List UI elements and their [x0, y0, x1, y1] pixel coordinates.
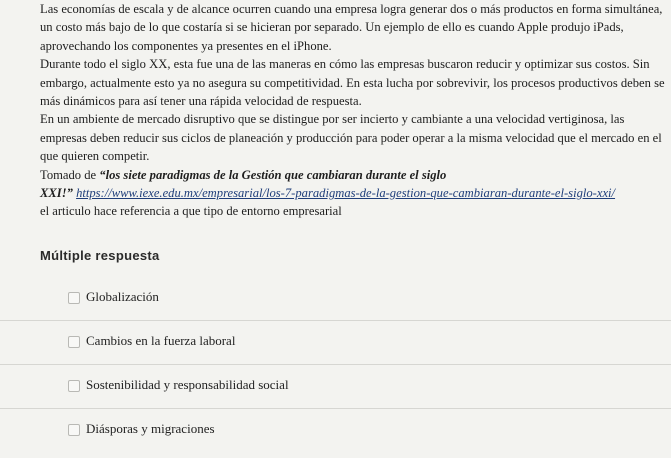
option-label: Sostenibilidad y responsabilidad social: [86, 377, 289, 392]
answer-option-sostenibilidad[interactable]: [0, 364, 671, 409]
citation-title: “los siete paradigmas de la Gestión que cambiaran durante el siglo: [99, 167, 447, 182]
answer-option-fuerza-laboral[interactable]: [0, 320, 671, 365]
citation-line: [40, 166, 671, 184]
answer-option-diasporas[interactable]: [0, 408, 671, 452]
checkbox[interactable]: [68, 292, 80, 304]
option-label: Diásporas y migraciones: [86, 421, 215, 436]
option-label: Cambios en la fuerza laboral: [86, 333, 236, 348]
question-type-label: Múltiple respuesta: [40, 248, 160, 263]
citation-line: [40, 184, 671, 202]
passage-line: Durante todo el siglo XX, esta fue una de las maneras en cómo las empresas buscaron reducir y optimizar sus costos. Sin: [40, 57, 650, 72]
citation-prefix: Tomado de: [40, 167, 100, 182]
passage-line: más dinámicos para así tener una rápida velocidad de respuesta.: [40, 94, 362, 109]
passage-line: embargo, actualmente esto ya no asegura su competitividad. En esta lucha por sobrevivir, los procesos productivos deben se: [40, 75, 665, 90]
citation-link[interactable]: https://www.iexe.edu.mx/empresarial/los-7-paradigmas-de-la-gestion-que-cambiaran-durante-el-siglo-xxi/: [76, 186, 616, 201]
passage-line: que quieren competir.: [40, 149, 150, 164]
checkbox[interactable]: [68, 380, 80, 392]
option-label: Globalización: [86, 289, 159, 304]
passage-line: En un ambiente de mercado disruptivo que se distingue por ser incierto y cambiante a una velocidad vertiginosa, las: [40, 112, 625, 127]
passage-line: empresas deben reducir sus ciclos de planeación y producción para poder operar a la misma velocidad que el mercado en el: [40, 130, 662, 145]
passage-line: un costo más bajo de lo que costaría si se hicieran por separado. Un ejemplo de ello es cuando Apple produjo iPads,: [40, 20, 624, 35]
question-prompt: el articulo hace referencia a que tipo de entorno empresarial: [40, 204, 342, 219]
reading-passage: [40, 0, 671, 221]
citation-title-end: XXI!”: [40, 186, 73, 201]
passage-line: Las economías de escala y de alcance ocurren cuando una empresa logra generar dos o más productos en forma simultánea,: [40, 2, 663, 16]
answer-option-globalizacion[interactable]: [0, 276, 671, 321]
checkbox[interactable]: [68, 336, 80, 348]
passage-line: aprovechando los componentes ya presentes en el iPhone.: [40, 38, 332, 53]
checkbox[interactable]: [68, 424, 80, 436]
